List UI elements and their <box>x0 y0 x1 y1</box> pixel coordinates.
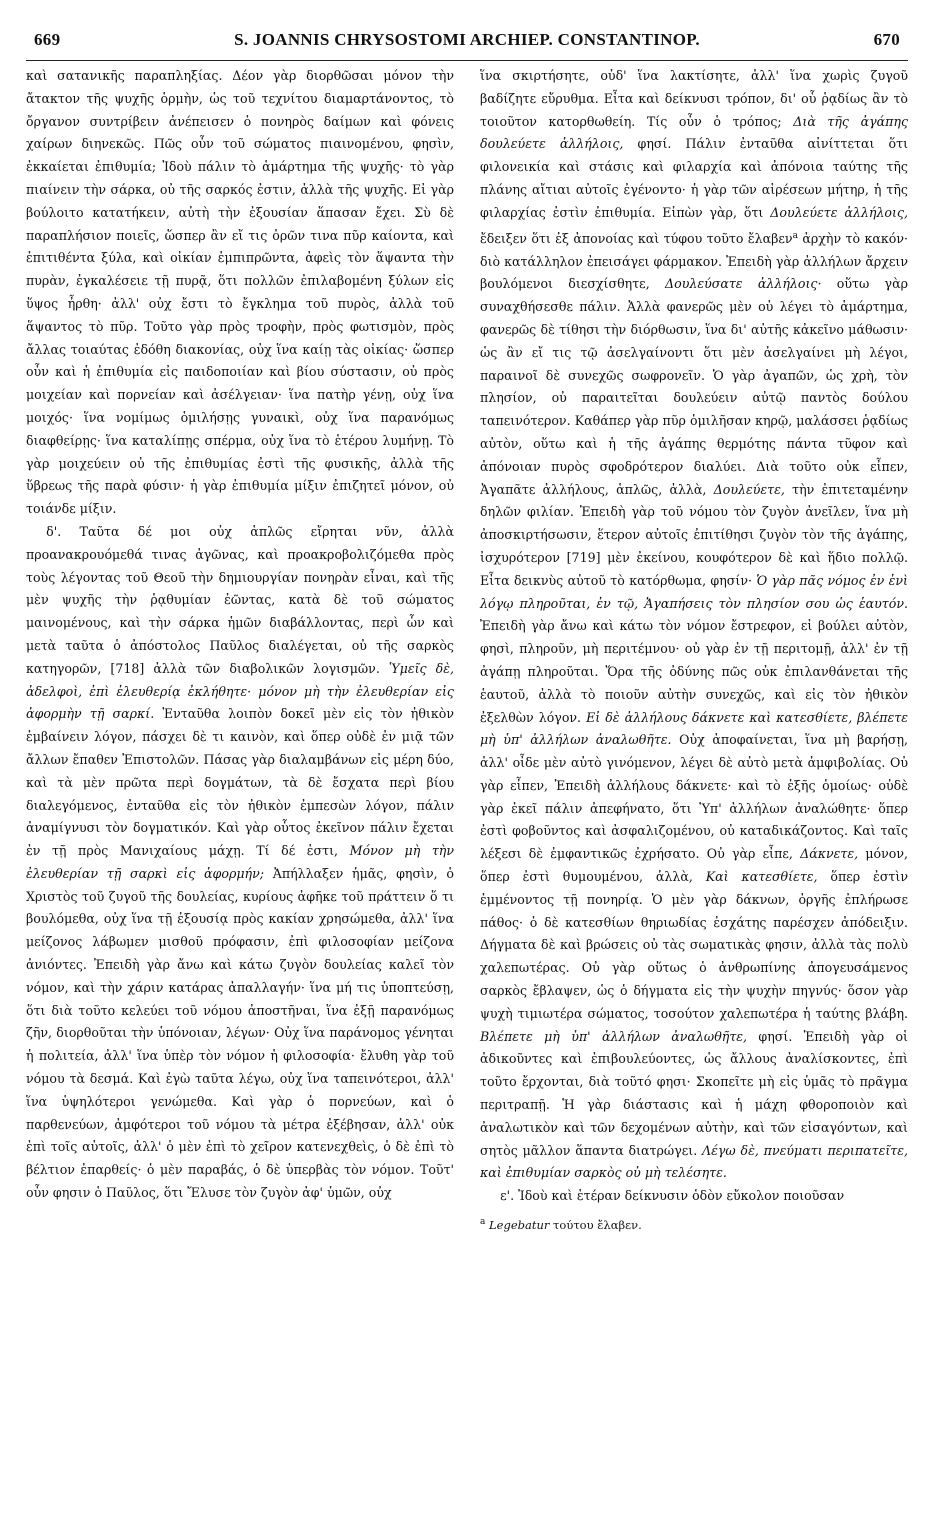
running-title: S. JOANNIS CHRYSOSTOMI ARCHIEP. CONSTANTINOP. <box>234 30 700 49</box>
scripture-quote: Εἰ δὲ ἀλλήλους δάκνετε καὶ κατεσθίετε, βλέπετε μὴ ὑπ' ἀλλήλων ἀναλωθῆτε. <box>480 709 908 748</box>
text-span: φησί. Πάλιν ἐνταῦθα αἰνίττεται ὅτι φιλονεικία καὶ στάσις καὶ φιλαρχία καὶ ἀπόνοια ταύτης τῆς πλάνης αἴτιαι αὐτοῖς ἐγένοντο· ἡ γὰρ τῶν αἱρέσεων μήτηρ, ἡ τῆς φιλαρχίας ἐστὶν ἐπιθυμία. Εἰπὼν γὰρ, ὅτι <box>480 136 908 220</box>
scripture-quote: Διὰ τῆς ἀγάπης δουλεύετε ἀλλήλοις, <box>480 113 908 152</box>
column-ref-719: [719] <box>566 549 601 565</box>
text-span: μόνον, ὅπερ ἐστὶ θυμουμένου, ἀλλὰ, <box>480 846 908 885</box>
text-span: ἔδειξεν ὅτι ἐξ ἀπονοίας καὶ τύφου τοῦτο ἔλαβεν <box>480 230 793 246</box>
scripture-quote: Δουλεύετε ἀλλήλοις, <box>770 204 908 220</box>
text-span: φησί. Ἐπειδὴ γὰρ οἱ ἀδικοῦντες καὶ ἐπιβουλεύοντες, ὡς ἄλλους ἀναλίσκοντες, ἐπὶ τοῦτο ἔρχονται, διὰ τοῦτό φησι· Σκοπεῖτε μὴ εἰς ὑμᾶς τὸ πρᾶγμα περιτραπῇ. Ἡ γὰρ διάστασις καὶ ἡ μάχη φθοροποιὸν καὶ ἀναλωτικὸν καὶ τῶν δεχομένων αὐτὴν, καὶ τῶν εἰσαγόντων, καὶ σητὸς μᾶλλον ἅπαντα διατρώγει. <box>480 1028 908 1158</box>
page-number-left: 669 <box>34 30 61 49</box>
column-ref-718: [718] <box>110 660 145 676</box>
scripture-quote: Μόνον μὴ τὴν ἐλευθερίαν τῇ σαρκὶ εἰς ἀφορμήν; <box>26 843 455 881</box>
scripture-quote: Δουλεύσατε ἀλλήλοις· <box>665 276 822 292</box>
text-span: Οὐχ ἀποφαίνεται, ἵνα μὴ βαρήσῃ, ἀλλ' οἶδε μὲν αὐτὸ γινόμενον, λέγει δὲ αὐτὸ μετὰ ἀμφιβολίας. Οὐ γὰρ εἶπεν, Ἐπειδὴ ἀλλήλους δάκνετε· καὶ τὸ ἑξῆς ὁμοίως· οὐδὲ γὰρ ἐκεῖ πάλιν ἀπεφήνατο, ὅτι Ὑπ' ἀλλήλων ἀναλώθητε· ὅπερ ἐστὶ φοβοῦντος καὶ ἀσφαλιζομένου, οὐ καταδικάζοντος. Καὶ ταῖς λέξεσι δὲ ἐμφαντικῶς ἐχρήσατο. Οὐ γὰρ εἶπε, <box>480 732 908 862</box>
footnote-marker: a <box>480 1217 486 1228</box>
header-rule <box>26 60 908 61</box>
text-span: τὴν ἐπιτεταμένην δηλῶν φιλίαν. Ἐπειδὴ γὰρ τοῦ νόμου τὸν ζυγὸν ἀνεῖλεν, ἵνα μὴ ἀποσκιρτήσωσιν, ἕτερον αὐτοῖς ἐπιτίθησι ζυγὸν τὸν τῆς ἀγάπης, ἰσχυρότερον <box>480 481 908 565</box>
paragraph <box>480 65 908 1185</box>
footnote <box>480 1212 908 1235</box>
footnote-label: Legebatur <box>489 1217 550 1232</box>
text-span: Ἐνταῦθα λοιπὸν δοκεῖ μὲν εἰς τὸν ἠθικὸν ἐμβαίνειν λόγον, πάσχει δὲ τι καινὸν, καὶ ὅπερ οὐδὲ ἐν μιᾷ τῶν ἄλλων ἔπαθεν Ἐπιστολῶν. Πάσας γὰρ διαλαμβάνων εἰς μέρη δύο, καὶ τὰ μὲν πρῶτα περὶ δογμάτων, τὰ δὲ ἔσχατα περὶ βίου διαλεγόμενος, ἐνταῦθα εἰς τὸν ἠθικὸν ἐμπεσὼν λόγον, πάλιν ἀναμίγνυσι τὸν δογματικόν. Καὶ γὰρ οὗτος ἐκεῖνον πάλιν ἔχεται ἐν τῇ πρὸς Μανιχαίους μάχῃ. Τί δέ ἐστι, <box>26 706 454 859</box>
scripture-quote: Ὁ γὰρ πᾶς νόμος ἐν ἑνὶ λόγῳ πληροῦται, ἐν τῷ, Ἀγαπήσεις τὸν πλησίον σου ὡς ἑαυτόν. <box>480 572 908 611</box>
footnote-text: τούτου ἔλαβεν. <box>549 1217 642 1232</box>
page-number-right: 670 <box>873 30 900 49</box>
text-span: οὕτω γὰρ συναχθήσεσθε πάλιν. Ἀλλὰ φανερῶς μὲν οὐ λέγει τὸ ἁμάρτημα, φανερῶς δὲ τίθησι τὴν διόρθωσιν, ἵνα δι' αὐτῆς κἀκεῖνο μάθωσιν· ὡς ἂν εἴ τις τῷ ἀσελγαίνοντι ὅτι μὲν ἀσελγαίνει μὴ λέγοι, παραινοῖ δὲ συνεχῶς σωφρονεῖν. Ὁ γὰρ ἀγαπῶν, ὡς χρὴ, τὸν πλησίον, οὐ παραιτεῖται δουλεύειν αὐτῷ παντὸς δούλου ταπεινότερον. Καθάπερ γὰρ πῦρ ὁμιλῆσαν κηρῷ, μαλάσσει ῥᾳδίως αὐτὸν, οὕτω καὶ ἡ τῆς ἀγάπης θερμότης πάντα τῦφον καὶ ἀπόνοιαν πυρὸς σφοδρότερον διαλύει. Διὰ τοῦτο οὐκ εἶπεν, Ἀγαπᾶτε ἀλλήλους, ἁπλῶς, ἀλλὰ, <box>480 276 908 497</box>
scripture-quote: Βλέπετε μὴ ὑπ' ἀλλήλων ἀναλωθῆτε, <box>480 1028 748 1044</box>
scripture-quote: Δάκνετε, <box>800 846 859 862</box>
text-span: ἀλλὰ τῶν διαβολικῶν λογισμῶν. <box>144 660 389 676</box>
paragraph-section-5: ε'. Ἰδοὺ καὶ ἑτέραν δείκνυσιν ὁδὸν εὔκολον ποιοῦσαν <box>500 1188 845 1204</box>
text-span: ὅπερ ἐστὶν ἐμμένοντος τῇ πονηρίᾳ. Ὁ μὲν γὰρ δάκνων, ὀργῆς ἐπλήρωσε πάθος· ὁ δὲ κατεσθίων θηριωδίας ἐσχάτης παρέσχεν ἀπόδειξιν. Δήγματα δὲ καὶ βρώσεις οὐ τὰς σωματικὰς φησιν, ἀλλὰ τὰς πολὺ χαλεπωτέρας. Οὐ γὰρ οὕτως ὁ ἀνθρωπίνης ἀπογευσάμενος σαρκὸς ἔβλαψεν, ὡς ὁ δήγματα εἰς τὴν ψυχὴν πηγνύς· ὅσον γὰρ ψυχὴ τιμιωτέρα σώματος, τοσούτον χαλεπωτέρα ἡ ταύτης βλάβη. <box>480 869 908 1021</box>
column-left <box>26 65 454 1505</box>
text-span: ἵνα σκιρτήσητε, οὐδ' ἵνα λακτίσητε, ἀλλ' ἵνα χωρὶς ζυγοῦ βαδίζητε εὔρυθμα. Εἶτα καὶ δείκνυσι τρόπον, δι' οὗ ῥᾳδίως ἂν τὸ τοιοῦτον κατορθωθείη. Τίς οὖν ὁ τρόπος; <box>480 68 908 129</box>
text-span: Ἐπειδὴ γὰρ ἄνω καὶ κάτω τὸν νόμον ἔστρεφον, εἰ βούλει αὐτὸν, φησὶ, πληροῦν, μὴ περιτέμνου· οὐ γὰρ ἐν τῇ περιτομῇ, ἀλλ' ἐν τῇ ἀγάπῃ πληροῦται. Ὅρα τῆς ὀδύνης πῶς οὐκ ἐπιλανθάνεται τῆς ἑαυτοῦ, ἀλλὰ τὸ ποιοῦν αὐτὴν συνεχῶς, καὶ εἰς τὸν ἠθικὸν ἐξελθὼν λόγον. <box>480 618 908 725</box>
scripture-quote: Ὑμεῖς δὲ, ἀδελφοὶ, ἐπὶ ἐλευθερίᾳ ἐκλήθητε· μόνον μὴ τὴν ἐλευθερίαν εἰς ἀφορμὴν τῇ σαρκί. <box>26 660 454 722</box>
footnote-marker: a <box>792 230 798 241</box>
text-span: μὲν ἐκείνου, κουφότερον δὲ καὶ ἥδιο πολλῷ. Εἶτα δεικνὺς αὐτοῦ τὸ κατόρθωμα, φησίν· <box>480 549 908 588</box>
text-span: ἀρχὴν τὸ κακόν· διὸ κατάλληλον ἐπεισάγει φάρμακον. Ἐπειδὴ γὰρ ἀλλήλων ἄρχειν βουλόμενοι διεσχίσθητε, <box>480 230 908 292</box>
running-head <box>26 30 908 56</box>
text-span: Ἀπήλλαξεν ἡμᾶς, φησὶν, ὁ Χριστὸς τοῦ ζυγοῦ τῆς δουλείας, κυρίους ἀφῆκε τοῦ πράττειν ὅ τι βουλόμεθα, οὐχ ἵνα τῇ ἐξουσίᾳ πρὸς κακίαν χρησώμεθα, ἀλλ' ἵνα μείζονος λάβωμεν μισθοῦ πρόφασιν, ἐπὶ φιλοσοφίαν μείζονα ἀνιόντες. Ἐπειδὴ γὰρ ἄνω καὶ κάτω ζυγὸν δουλείας καλεῖ τὸν νόμον, καὶ τὴν χάριν κατάρας ἀπαλλαγήν· ἵνα μή τις ὑποπτεύσῃ, ὅτι διὰ τοῦτο κελεύει τοῦ νόμου ἀποστῆναι, ἵνα ἐξῇ παρανόμως ζῆν, διορθοῦται τὴν ὑπόνοιαν, λέγων· Οὐχ ἵνα παράνομος γένηται ἡ πολιτεία, ἀλλ' ἵνα ὑπὲρ τὸν νόμον ἡ φιλοσοφία· ἔλυθη γὰρ τοῦ νόμου τὰ δεσμά. Καὶ ἐγὼ ταῦτα λέγω, οὐχ ἵνα ταπεινότεροι, ἀλλ' ἵνα ὑψηλότεροι γενώμεθα. Καὶ γὰρ ὁ πορνεύων, καὶ ὁ παρθενεύων, ἀμφότεροι τοῦ νόμου τὰ μέτρα ἐξέβησαν, ἀλλ' οὐκ ἐπὶ τοῖς αὐτοῖς, ἀλλ' ὁ μὲν ἐπὶ τὸ χεῖρον κατενεχθεὶς, ὁ δὲ ἐπὶ τὸ βέλτιον ἐπαρθείς· ὁ μὲν παραβάς, ὁ δὲ ὑπερβὰς τὸν νόμον. Τοῦτ' οὖν φησιν ὁ Παῦλος, ὅτι Ἔλυσε τὸν ζυγὸν ἀφ' ὑμῶν, οὐχ <box>26 865 454 1201</box>
paragraph-section-4 <box>26 521 454 1205</box>
scripture-quote: Καὶ κατεσθίετε, <box>705 869 818 885</box>
paragraph: καὶ σατανικῆς παραπληξίας. Δέον γὰρ διορθῶσαι μόνον τὴν ἄτακτον τῆς ψυχῆς ὁρμὴν, ὡς τοῦ τεχνίτου διαμαρτάνοντος, τὸ ὄργανον συντρίβειν ἀνέπεισεν ὁ πονηρὸς δαίμων καὶ φόνεις χαίρων διηνεκῶς. Πῶς οὖν τοῦ σώματος πιαινομένου, φησὶν, ἐκκαίεται ἐπιθυμία; Ἰδοὺ πάλιν τὸ ἁμάρτημα τῆς ψυχῆς· τὸ γὰρ πιαίνειν τὴν σάρκα, οὐ τῆς σαρκός ἐστιν, ἀλλὰ τῆς ψυχῆς. Εἰ γὰρ βούλοιτο κατατήκειν, αὐτὴ τὴν ἐξουσίαν ἅπασαν ἔχει. Σὺ δὲ παραπλήσιον ποιεῖς, ὥσπερ ἂν εἴ τις ὁρῶν τινα πῦρ καίοντα, καὶ ἐπιτιθέντα ξύλα, καὶ οἰκίαν ἐμπιπρῶντα, ἀφεὶς τὸν ἅψαντα τὴν πυρὰν, ἐγκαλέσειε τῇ πυρᾷ, ὅτι πολλῶν ἐπιλαβομένη ξύλων εἰς ὕψος ἦρθη· ἀλλ' οὐχ ἔστι τὸ ἔγκλημα τοῦ πυρὸς, ἀλλὰ τοῦ ἅψαντος τὸ πῦρ. Τοῦτο γὰρ πρὸς τροφὴν, πρὸς φωτισμὸν, πρὸς ἄλλας τοιαύτας ἐδόθη διακονίας, οὐχ ἵνα καίῃ τὰς οἰκίας· ὥσπερ οὖν καὶ ἡ ἐπιθυμία εἰς παιδοποιίαν καὶ βίου σύστασιν, οὐ πρὸς μοιχείαν καὶ πορνείαν καὶ ἀσέλγειαν· ἵνα πατὴρ γένῃ, οὐχ ἵνα μοιχός· ἵνα νομίμως ὁμιλήσῃς γυναικὶ, οὐχ ἵνα παρανόμως διαφθείρῃς· ἵνα καταλίπῃς σπέρμα, οὐχ ἵνα τὸ ἑτέρου λυμήνῃ. Τὸ γὰρ μοιχεύειν οὐ τῆς ἐπιθυμίας ἐστὶ τῆς φυσικῆς, ἀλλὰ τῆς ὕβρεως τῆς παρὰ φύσιν· ἡ γὰρ ἐπιθυμία μίξιν ἐπιζητεῖ μόνον, οὐ τοιάνδε μίξιν. <box>26 68 454 517</box>
text-columns <box>26 65 908 1505</box>
scripture-quote: Λέγω δὲ, πνεύματι περιπατεῖτε, καὶ ἐπιθυμίαν σαρκὸς οὐ μὴ τελέσητε. <box>480 1142 908 1181</box>
text-span: δ'. Ταῦτα δέ μοι οὐχ ἁπλῶς εἴρηται νῦν, ἀλλὰ προανακρουόμεθά τινας ἀγῶνας, καὶ προακροβολιζόμεθα πρὸς τοὺς λέγοντας τοῦ Θεοῦ τὴν δημιουργίαν πονηρὰν εἶναι, καὶ τῆς μὲν ψυχῆς τὴν ῥᾳθυμίαν ἐῶντας, κατὰ δὲ τοῦ σώματος μαινομένους, καὶ τὴν σάρκα ἡμῶν διαβάλλοντας, περὶ ὧν καὶ μετὰ ταῦτα ὁ ἀπόστολος Παῦλος διαλέγεται, οὐ τῆς σαρκὸς κατηγορῶν, <box>26 523 454 676</box>
column-right <box>480 65 908 1505</box>
scripture-quote: Δουλεύετε, <box>713 481 785 497</box>
